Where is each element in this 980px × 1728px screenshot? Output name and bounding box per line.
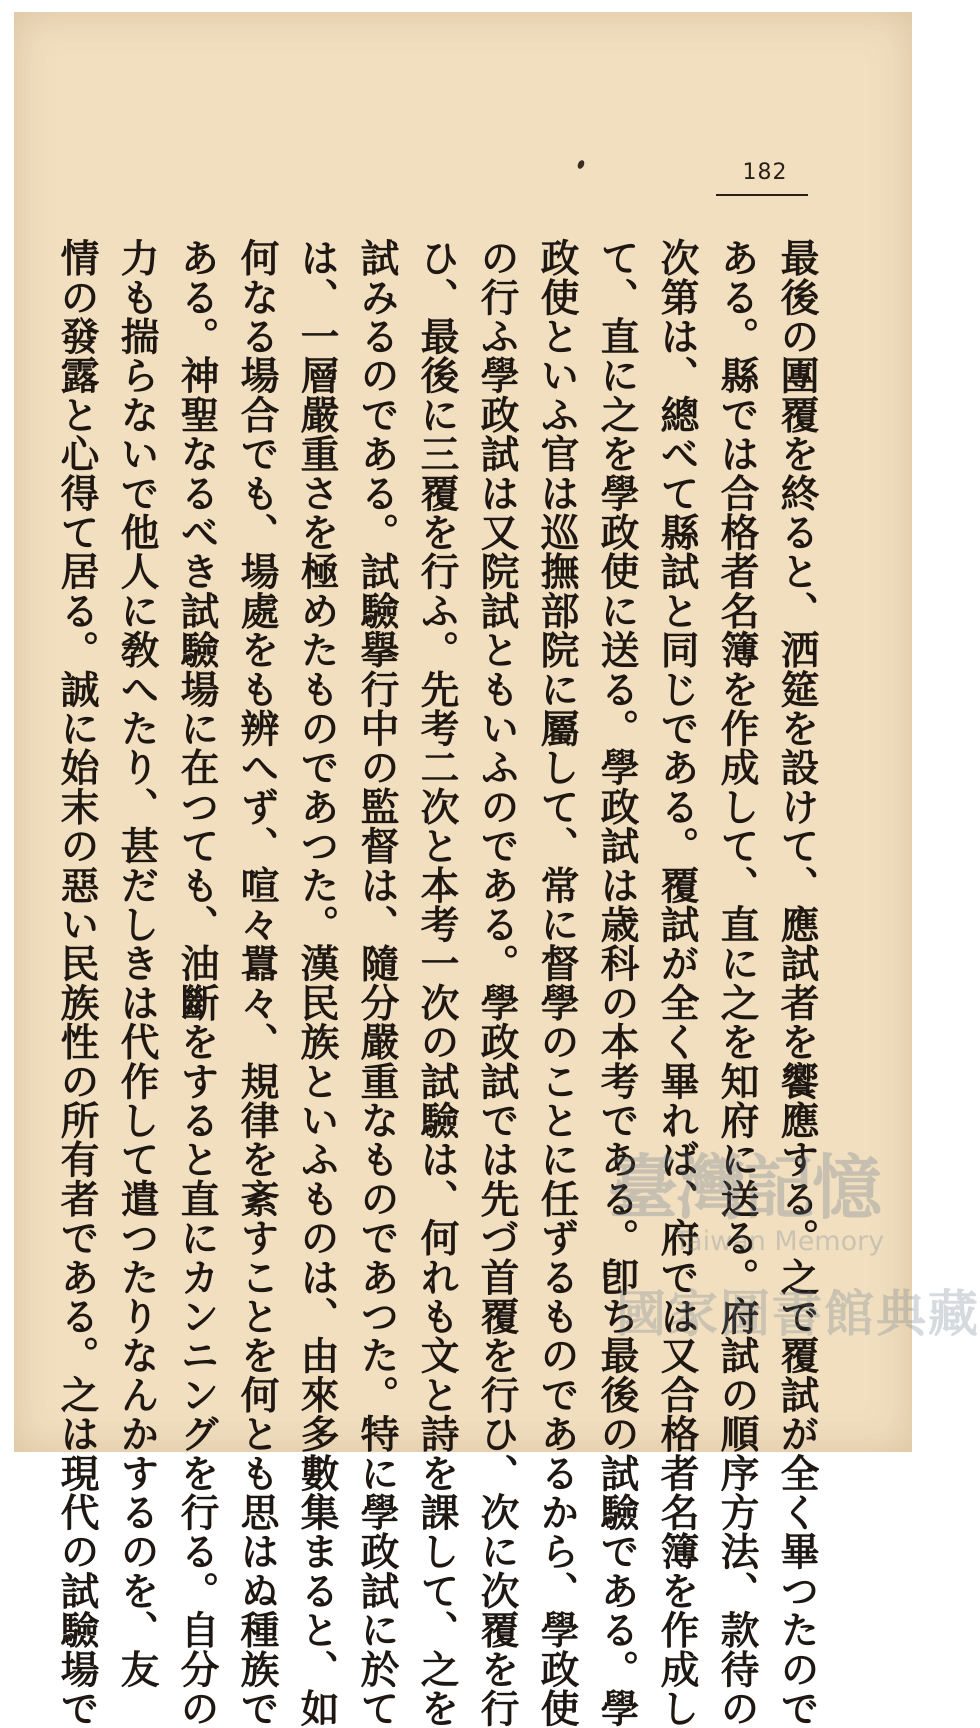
text-column-6: の行ふ學政試は又院試ともいふのである。學政試では先づ首覆を行ひ、次に次覆を行 — [474, 238, 519, 1728]
book-page — [14, 12, 980, 1728]
text-column-4: て、直に之を學政使に送る。學政試は歳科の本考である。卽ち最後の試驗である。學 — [594, 238, 639, 1728]
page-number: 182 — [742, 160, 788, 185]
text-column-8: 試みるのである。試驗擧行中の監督は、隨分嚴重なものであつた。特に學政試に於て — [354, 238, 399, 1728]
text-column-10: 何なる場合でも、場處をも辨へず、喧々囂々、規律を紊すことを何とも思はぬ種族で — [234, 238, 279, 1728]
text-column-5: 政使といふ官は巡撫部院に屬して、常に督學のことに任ずるものであるから、學政使 — [534, 238, 579, 1728]
text-column-1: 最後の團覆を終ると、洒筵を設けて、應試者を饗應する。之で覆試が全く畢つたので — [774, 238, 819, 1728]
text-column-12: 力も揣らないで他人に敎へたり、甚だしきは代作して遣つたりなんかするのを、友 — [114, 238, 159, 1689]
text-column-9: は、一層嚴重さを極めたものであつた。漢民族といふものは、由來多數集まると、如 — [294, 238, 339, 1728]
watermark-title: 臺灣記憶 — [608, 1146, 880, 1229]
text-column-3: 次第は、總べて縣試と同じである。覆試が全く畢れば、府では又合格者名簿を作成し — [654, 238, 699, 1728]
text-column-7: ひ、最後に三覆を行ふ。先考二次と本考一次の試驗は、何れも文と詩を課して、之を — [414, 238, 459, 1728]
page-number-underline — [716, 194, 808, 196]
text-column-13: 情の發露と心得て居る。誠に始末の惡い民族性の所有者である。之は現代の試驗場で — [54, 238, 99, 1728]
text-column-11: ある。神聖なるべき試驗場に在つても、油斷をすると直にカンニングを行る。自分の — [174, 238, 219, 1728]
watermark-subtitle: 國家圖書館典藏 — [616, 1284, 980, 1343]
text-column-2: ある。縣では合格者名簿を作成して、直に之を知府に送る。府試の順序方法、款待の — [714, 238, 759, 1728]
ink-speck — [576, 159, 585, 170]
vertical-body-text — [54, 238, 826, 1728]
watermark-english: Taiwan Memory — [674, 1226, 885, 1257]
